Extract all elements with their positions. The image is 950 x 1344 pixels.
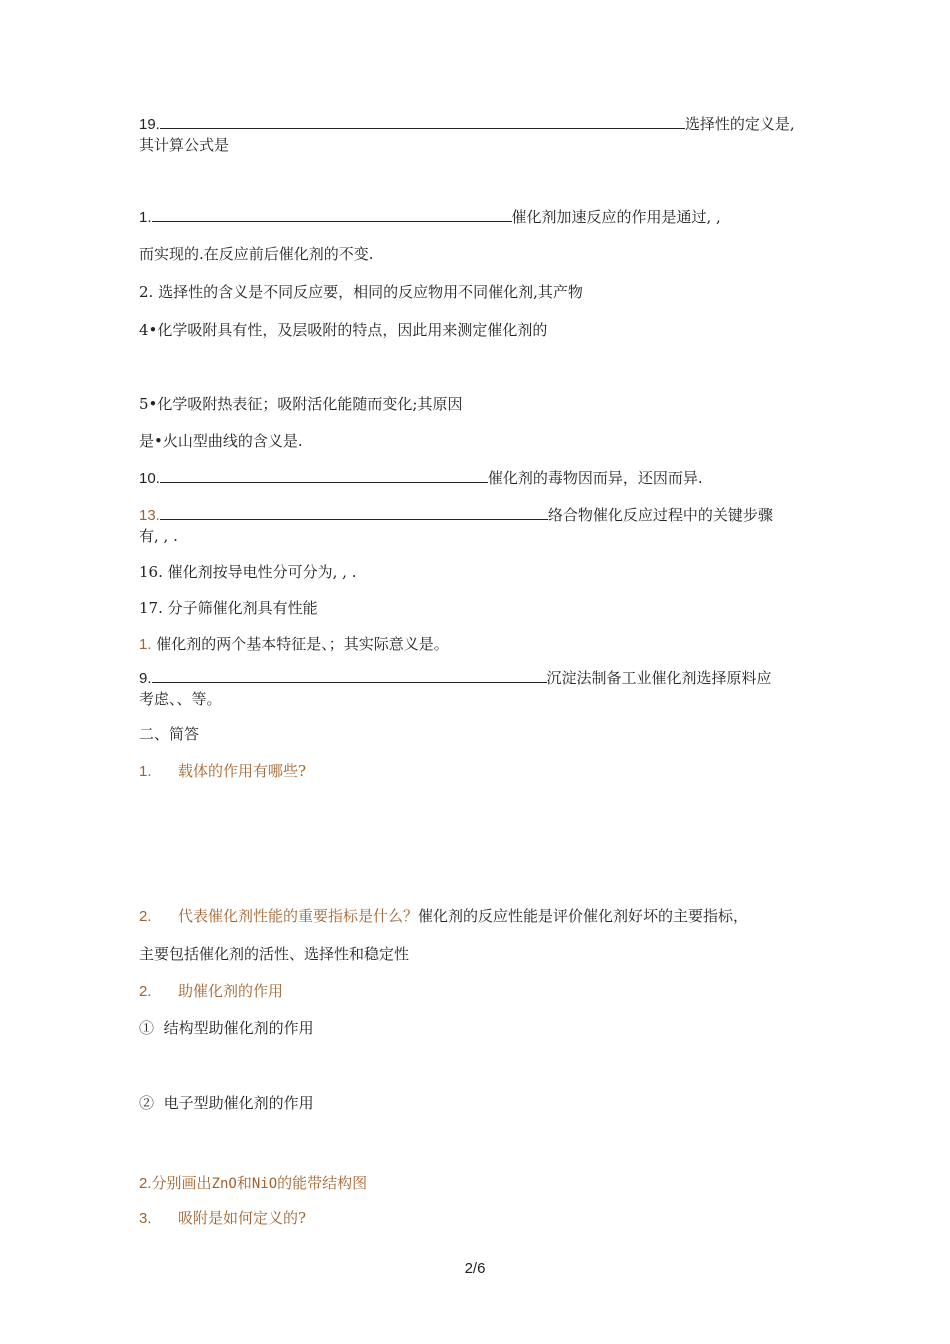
short-answer-5 xyxy=(139,1208,306,1229)
short-answer-1 xyxy=(139,761,306,782)
answer-blank xyxy=(160,505,548,520)
short-answer-2-question: 代表催化剂性能的重要指标是什么？ xyxy=(178,907,419,925)
question-13-number: 13. xyxy=(139,507,160,524)
question-5-line1: 5•化学吸附热表征；吸附活化能随而变化;其原因 xyxy=(139,395,463,413)
answer-blank xyxy=(160,114,685,129)
circled-number-2: ② xyxy=(139,1094,155,1112)
question-19-line2: 其计算公式是 xyxy=(139,136,230,154)
short-answer-2-answer: 催化剂的反应性能是评价催化剂好坏的主要指标， xyxy=(418,907,749,925)
question-13-text: 络合物催化反应过程中的关键步骤 xyxy=(547,506,773,524)
answer-blank xyxy=(152,207,512,222)
question-1b-line xyxy=(139,634,449,655)
question-9-text: 沉淀法制备工业催化剂选择原料应 xyxy=(546,669,772,687)
question-19-number: 19. xyxy=(139,116,160,133)
question-9-line2: 考虑、、等。 xyxy=(139,690,222,708)
question-10-line xyxy=(139,468,703,489)
answer-blank xyxy=(152,668,547,683)
short-answer-3-item-2-text: 电子型助催化剂的作用 xyxy=(163,1094,314,1112)
question-19-line1 xyxy=(139,114,795,135)
question-2-text: 2. 选择性的含义是不同反应要，相同的反应物用不同催化剂,其产物 xyxy=(139,283,583,301)
answer-blank xyxy=(160,468,488,483)
short-answer-4-and: 和 xyxy=(236,1174,252,1192)
question-10-text: 催化剂的毒物因而异，还因而异. xyxy=(487,469,703,487)
circled-number-1: ① xyxy=(139,1019,155,1037)
question-4-text: 4•化学吸附具有性，及层吸附的特点，因此用来测定催化剂的 xyxy=(139,321,548,339)
question-19-text: 选择性的定义是, xyxy=(684,115,795,133)
question-1b-number: 1. xyxy=(139,636,152,653)
question-1b-text: 催化剂的两个基本特征是、；其实际意义是。 xyxy=(156,635,449,653)
question-9-line1 xyxy=(139,668,772,689)
short-answer-4-post: 的能带结构图 xyxy=(277,1174,368,1192)
question-5-line2: 是•火山型曲线的含义是. xyxy=(139,432,303,450)
short-answer-3 xyxy=(139,981,283,1002)
question-17-text: 17. 分子筛催化剂具有性能 xyxy=(139,599,318,617)
short-answer-2-line1 xyxy=(139,906,748,927)
short-answer-4 xyxy=(139,1173,367,1194)
question-10-number: 10. xyxy=(139,470,160,487)
question-1-line2: 而实现的.在反应前后催化剂的不变. xyxy=(139,245,374,263)
question-1-text: 催化剂加速反应的作用是通过, , xyxy=(511,208,721,226)
question-13-line1 xyxy=(139,505,773,526)
short-answer-3-number: 2. xyxy=(139,983,152,1000)
short-answer-3-text: 助催化剂的作用 xyxy=(178,982,284,1000)
short-answer-5-text: 吸附是如何定义的? xyxy=(178,1209,307,1227)
short-answer-2-line2: 主要包括催化剂的活性、选择性和稳定性 xyxy=(139,945,410,963)
question-1-number: 1. xyxy=(139,209,152,226)
question-16-text: 16. 催化剂按导电性分可分为, , . xyxy=(139,563,357,581)
question-9-number: 9. xyxy=(139,670,152,687)
short-answer-4-pre: 分别画出 xyxy=(151,1174,212,1192)
short-answer-4-number: 2. xyxy=(139,1175,152,1192)
short-answer-3-item-1-text: 结构型助催化剂的作用 xyxy=(163,1019,314,1037)
short-answer-3-item-1 xyxy=(139,1018,314,1038)
short-answer-2-number: 2. xyxy=(139,908,152,925)
short-answer-1-text: 载体的作用有哪些? xyxy=(178,762,307,780)
short-answer-3-item-2 xyxy=(139,1093,314,1113)
short-answer-4-nio: NiO xyxy=(251,1176,278,1192)
page-number: 2/6 xyxy=(464,1260,486,1277)
question-13-line2: 有, , . xyxy=(139,527,178,545)
section-title-short-answer: 二、简答 xyxy=(139,725,200,743)
question-1-line1 xyxy=(139,207,721,228)
short-answer-5-number: 3. xyxy=(139,1210,152,1227)
short-answer-1-number: 1. xyxy=(139,763,152,780)
short-answer-4-zno: ZnO xyxy=(211,1176,237,1192)
